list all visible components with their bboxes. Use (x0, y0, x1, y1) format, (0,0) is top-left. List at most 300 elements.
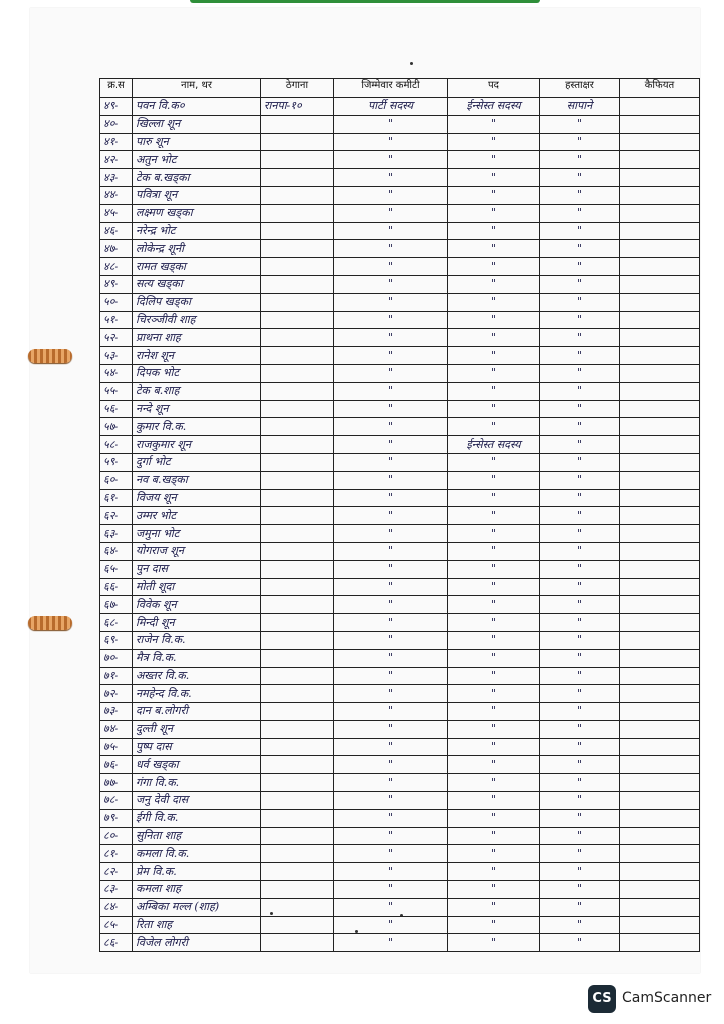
cell-remarks (620, 916, 700, 934)
cell-signature: " (540, 453, 620, 471)
cell-address (261, 863, 334, 881)
cell-address (261, 293, 334, 311)
cell-serial: ८०- (100, 827, 133, 845)
cell-signature: " (540, 169, 620, 187)
cell-address (261, 525, 334, 543)
cell-serial: ४२- (100, 151, 133, 169)
cell-serial: ४७- (100, 240, 133, 258)
cell-serial: ४९- (100, 98, 133, 116)
cell-remarks (620, 329, 700, 347)
table-row (100, 792, 700, 810)
cell-serial: ६०- (100, 471, 133, 489)
cell-remarks (620, 186, 700, 204)
cell-signature: " (540, 382, 620, 400)
cell-committee: " (334, 649, 448, 667)
table-row (100, 151, 700, 169)
table-row (100, 418, 700, 436)
table-row (100, 649, 700, 667)
table-row (100, 560, 700, 578)
table-row (100, 258, 700, 276)
cell-post: " (448, 863, 540, 881)
cell-remarks (620, 453, 700, 471)
cell-committee: " (334, 240, 448, 258)
table-row (100, 382, 700, 400)
table-row (100, 489, 700, 507)
cell-post: " (448, 631, 540, 649)
cell-remarks (620, 881, 700, 899)
cell-signature: " (540, 667, 620, 685)
table-row (100, 809, 700, 827)
cell-name: सत्य खड्का (133, 275, 261, 293)
cell-serial: ८४- (100, 898, 133, 916)
cell-remarks (620, 400, 700, 418)
cell-address (261, 934, 334, 952)
cell-serial: ८५- (100, 916, 133, 934)
cell-committee: " (334, 774, 448, 792)
cell-name: कमला वि.क. (133, 845, 261, 863)
table-row (100, 934, 700, 952)
cell-serial: ७५- (100, 738, 133, 756)
header-address: ठेगाना (261, 79, 334, 98)
cell-name: लोकेन्द्र शूनी (133, 240, 261, 258)
cell-signature: " (540, 240, 620, 258)
cell-committee: " (334, 418, 448, 436)
dust-speck (410, 62, 413, 65)
cell-address (261, 364, 334, 382)
cell-address (261, 542, 334, 560)
table-row (100, 222, 700, 240)
cell-committee: " (334, 916, 448, 934)
cell-name: पवन वि.क० (133, 98, 261, 116)
cell-name: अम्बिका मल्ल (शाह) (133, 898, 261, 916)
cell-signature: " (540, 881, 620, 899)
cell-post: " (448, 578, 540, 596)
cell-committee: " (334, 703, 448, 721)
cell-post: " (448, 774, 540, 792)
cell-committee: " (334, 845, 448, 863)
table-row (100, 685, 700, 703)
cell-post: " (448, 186, 540, 204)
cell-remarks (620, 560, 700, 578)
cell-committee: " (334, 685, 448, 703)
cell-address (261, 204, 334, 222)
cell-remarks (620, 98, 700, 116)
cell-name: पारु शून (133, 133, 261, 151)
cell-post: " (448, 115, 540, 133)
cell-serial: ५२- (100, 329, 133, 347)
cell-post: " (448, 418, 540, 436)
binder-ring-bottom (28, 616, 72, 630)
cell-name: दुल्ती शून (133, 720, 261, 738)
table-row (100, 898, 700, 916)
cell-signature: " (540, 934, 620, 952)
cell-committee: " (334, 756, 448, 774)
cell-address (261, 169, 334, 187)
cell-committee: " (334, 471, 448, 489)
cell-serial: ५०- (100, 293, 133, 311)
cell-post: " (448, 489, 540, 507)
cell-name: पुन दास (133, 560, 261, 578)
cell-signature: " (540, 400, 620, 418)
table-row (100, 275, 700, 293)
cell-signature: " (540, 204, 620, 222)
cell-post: " (448, 614, 540, 632)
cell-remarks (620, 382, 700, 400)
cell-address (261, 489, 334, 507)
cell-signature: " (540, 916, 620, 934)
cell-name: विवेक शून (133, 596, 261, 614)
cell-post: " (448, 560, 540, 578)
cell-committee: " (334, 507, 448, 525)
cell-name: नव ब.खड्का (133, 471, 261, 489)
cell-post: " (448, 151, 540, 169)
cell-name: प्रेम वि.क. (133, 863, 261, 881)
cell-name: नरेन्द्र भोट (133, 222, 261, 240)
table-row (100, 827, 700, 845)
cell-post: " (448, 881, 540, 899)
cell-signature: " (540, 738, 620, 756)
cell-address (261, 560, 334, 578)
cell-committee: " (334, 720, 448, 738)
cell-post: " (448, 809, 540, 827)
cell-address (261, 382, 334, 400)
cell-post: " (448, 240, 540, 258)
cell-post: " (448, 311, 540, 329)
cell-committee: " (334, 898, 448, 916)
cell-signature: " (540, 809, 620, 827)
cell-post: " (448, 649, 540, 667)
cell-serial: ५९- (100, 453, 133, 471)
cell-remarks (620, 115, 700, 133)
cell-remarks (620, 418, 700, 436)
cell-remarks (620, 738, 700, 756)
cell-remarks (620, 258, 700, 276)
table-row (100, 614, 700, 632)
cell-serial: ८३- (100, 881, 133, 899)
cell-committee: " (334, 934, 448, 952)
header-post: पद (448, 79, 540, 98)
cell-address (261, 418, 334, 436)
cell-serial: ६४- (100, 542, 133, 560)
cell-serial: ६६- (100, 578, 133, 596)
cell-committee: " (334, 169, 448, 187)
cell-committee: " (334, 133, 448, 151)
cell-name: टेक ब.शाह (133, 382, 261, 400)
table-row (100, 703, 700, 721)
cell-signature: " (540, 507, 620, 525)
cell-signature: " (540, 542, 620, 560)
cell-serial: ५७- (100, 418, 133, 436)
cell-name: ईगी वि.क. (133, 809, 261, 827)
cell-name: टेक ब.खड्का (133, 169, 261, 187)
cell-serial: ८१- (100, 845, 133, 863)
cell-signature: " (540, 898, 620, 916)
table-row (100, 98, 700, 116)
cell-serial: ७६- (100, 756, 133, 774)
cell-committee: " (334, 293, 448, 311)
cell-post: " (448, 258, 540, 276)
cell-remarks (620, 792, 700, 810)
cell-address (261, 275, 334, 293)
cell-address (261, 436, 334, 454)
cell-name: धर्व खड्का (133, 756, 261, 774)
cell-address (261, 774, 334, 792)
cell-serial: ८२- (100, 863, 133, 881)
cell-signature: " (540, 703, 620, 721)
cell-post: " (448, 667, 540, 685)
table-row (100, 720, 700, 738)
cell-address (261, 596, 334, 614)
cell-post: " (448, 720, 540, 738)
cell-remarks (620, 863, 700, 881)
cell-signature: " (540, 774, 620, 792)
cell-remarks (620, 720, 700, 738)
cell-serial: ४१- (100, 133, 133, 151)
cell-committee: " (334, 329, 448, 347)
cell-remarks (620, 525, 700, 543)
cell-address (261, 898, 334, 916)
cell-signature: " (540, 275, 620, 293)
cell-post: " (448, 222, 540, 240)
cell-remarks (620, 471, 700, 489)
cell-name: रिता शाह (133, 916, 261, 934)
cell-post: " (448, 756, 540, 774)
table-row (100, 364, 700, 382)
cell-name: राजेन वि.क. (133, 631, 261, 649)
cell-address (261, 471, 334, 489)
cell-signature: " (540, 649, 620, 667)
cell-remarks (620, 649, 700, 667)
cell-post: " (448, 275, 540, 293)
table-row (100, 596, 700, 614)
table-row (100, 774, 700, 792)
cell-remarks (620, 827, 700, 845)
cell-post: " (448, 703, 540, 721)
cell-address (261, 649, 334, 667)
cell-name: उम्मर भोट (133, 507, 261, 525)
cell-signature: " (540, 631, 620, 649)
cell-remarks (620, 222, 700, 240)
binder-ring-top (28, 349, 72, 363)
cell-post: " (448, 685, 540, 703)
cell-name: मैत्र वि.क. (133, 649, 261, 667)
cell-committee: पार्टी सदस्य (334, 98, 448, 116)
cell-signature: " (540, 364, 620, 382)
cell-signature: " (540, 436, 620, 454)
cell-committee: " (334, 489, 448, 507)
cell-name: दिपक भोट (133, 364, 261, 382)
table-row (100, 115, 700, 133)
camscanner-logo: CS (588, 985, 616, 1013)
cell-serial: ७८- (100, 792, 133, 810)
cell-name: राजकुमार शून (133, 436, 261, 454)
cell-address (261, 685, 334, 703)
cell-address (261, 916, 334, 934)
green-binder-edge (190, 0, 540, 3)
cell-serial: ७१- (100, 667, 133, 685)
cell-remarks (620, 703, 700, 721)
cell-address (261, 720, 334, 738)
cell-committee: " (334, 275, 448, 293)
cell-name: जमुना भोट (133, 525, 261, 543)
table-row (100, 667, 700, 685)
cell-committee: " (334, 667, 448, 685)
cell-address (261, 756, 334, 774)
cell-committee: " (334, 311, 448, 329)
cell-name: रानेश शून (133, 347, 261, 365)
cell-serial: ५६- (100, 400, 133, 418)
cell-remarks (620, 685, 700, 703)
cell-signature: " (540, 293, 620, 311)
cell-remarks (620, 436, 700, 454)
cell-post: " (448, 471, 540, 489)
cell-serial: ७३- (100, 703, 133, 721)
table-row (100, 293, 700, 311)
cell-post: " (448, 792, 540, 810)
table-row (100, 507, 700, 525)
cell-signature: " (540, 578, 620, 596)
cell-name: चिरञ्जीवी शाह (133, 311, 261, 329)
cell-committee: " (334, 400, 448, 418)
cell-address (261, 703, 334, 721)
cell-name: दिलिप खड्का (133, 293, 261, 311)
table-row (100, 863, 700, 881)
cell-committee: " (334, 222, 448, 240)
cell-committee: " (334, 578, 448, 596)
cell-committee: " (334, 115, 448, 133)
cell-remarks (620, 311, 700, 329)
cell-signature: सापाने (540, 98, 620, 116)
cell-remarks (620, 631, 700, 649)
cell-signature: " (540, 347, 620, 365)
cell-committee: " (334, 631, 448, 649)
table-row (100, 631, 700, 649)
cell-signature: " (540, 133, 620, 151)
table-row (100, 453, 700, 471)
cell-committee: " (334, 792, 448, 810)
cell-address (261, 151, 334, 169)
header-remarks: कैफियत (620, 79, 700, 98)
cell-committee: " (334, 827, 448, 845)
cell-post: " (448, 204, 540, 222)
cell-address (261, 400, 334, 418)
cell-committee: " (334, 525, 448, 543)
cell-committee: " (334, 881, 448, 899)
cell-name: नन्दे शून (133, 400, 261, 418)
cell-name: लक्ष्मण खड्का (133, 204, 261, 222)
cell-post: " (448, 525, 540, 543)
cell-name: मोती शूदा (133, 578, 261, 596)
cell-signature: " (540, 418, 620, 436)
cell-serial: ६२- (100, 507, 133, 525)
table-row (100, 133, 700, 151)
cell-signature: " (540, 720, 620, 738)
cell-name: अख्तर वि.क. (133, 667, 261, 685)
cell-address (261, 186, 334, 204)
cell-name: नमहेन्द वि.क. (133, 685, 261, 703)
table-row (100, 471, 700, 489)
cell-remarks (620, 542, 700, 560)
cell-serial: ४३- (100, 169, 133, 187)
cell-committee: " (334, 151, 448, 169)
cell-name: सुनिता शाह (133, 827, 261, 845)
cell-signature: " (540, 596, 620, 614)
cell-committee: " (334, 382, 448, 400)
cell-remarks (620, 756, 700, 774)
cell-signature: " (540, 222, 620, 240)
cell-address (261, 809, 334, 827)
cell-name: जनु देवी दास (133, 792, 261, 810)
cell-address (261, 507, 334, 525)
table-row (100, 169, 700, 187)
cell-serial: ५४- (100, 364, 133, 382)
cell-remarks (620, 507, 700, 525)
cell-serial: ७०- (100, 649, 133, 667)
cell-post: " (448, 382, 540, 400)
cell-address (261, 614, 334, 632)
cell-signature: " (540, 525, 620, 543)
cell-signature: " (540, 489, 620, 507)
cell-signature: " (540, 863, 620, 881)
table-row (100, 186, 700, 204)
cell-name: दान ब.लोगरी (133, 703, 261, 721)
cell-committee: " (334, 614, 448, 632)
table-row (100, 204, 700, 222)
cell-signature: " (540, 471, 620, 489)
cell-remarks (620, 240, 700, 258)
cell-name: खिल्ला शून (133, 115, 261, 133)
cell-name: पुष्प दास (133, 738, 261, 756)
cell-serial: ६३- (100, 525, 133, 543)
cell-address (261, 631, 334, 649)
cell-address (261, 738, 334, 756)
cell-remarks (620, 774, 700, 792)
cell-serial: ८६- (100, 934, 133, 952)
cell-post: " (448, 329, 540, 347)
cell-signature: " (540, 827, 620, 845)
cell-committee: " (334, 258, 448, 276)
cell-serial: ४४- (100, 186, 133, 204)
table-row (100, 916, 700, 934)
table-row (100, 347, 700, 365)
table-row (100, 845, 700, 863)
cell-address (261, 115, 334, 133)
cell-name: विजेल लोगरी (133, 934, 261, 952)
cell-serial: ४६- (100, 222, 133, 240)
cell-committee: " (334, 560, 448, 578)
cell-post: " (448, 827, 540, 845)
cell-remarks (620, 151, 700, 169)
cell-serial: ४८- (100, 258, 133, 276)
cell-remarks (620, 578, 700, 596)
cell-post: " (448, 364, 540, 382)
cell-address (261, 329, 334, 347)
table-row (100, 578, 700, 596)
cell-serial: ७७- (100, 774, 133, 792)
cell-name: मिन्दी शून (133, 614, 261, 632)
cell-remarks (620, 845, 700, 863)
cell-address (261, 792, 334, 810)
header-signature: हस्ताक्षर (540, 79, 620, 98)
cell-serial: ४९- (100, 275, 133, 293)
cell-serial: ७२- (100, 685, 133, 703)
cell-post: " (448, 453, 540, 471)
cell-remarks (620, 347, 700, 365)
table-row (100, 542, 700, 560)
cell-serial: ५१- (100, 311, 133, 329)
cell-serial: ६९- (100, 631, 133, 649)
cell-address (261, 667, 334, 685)
